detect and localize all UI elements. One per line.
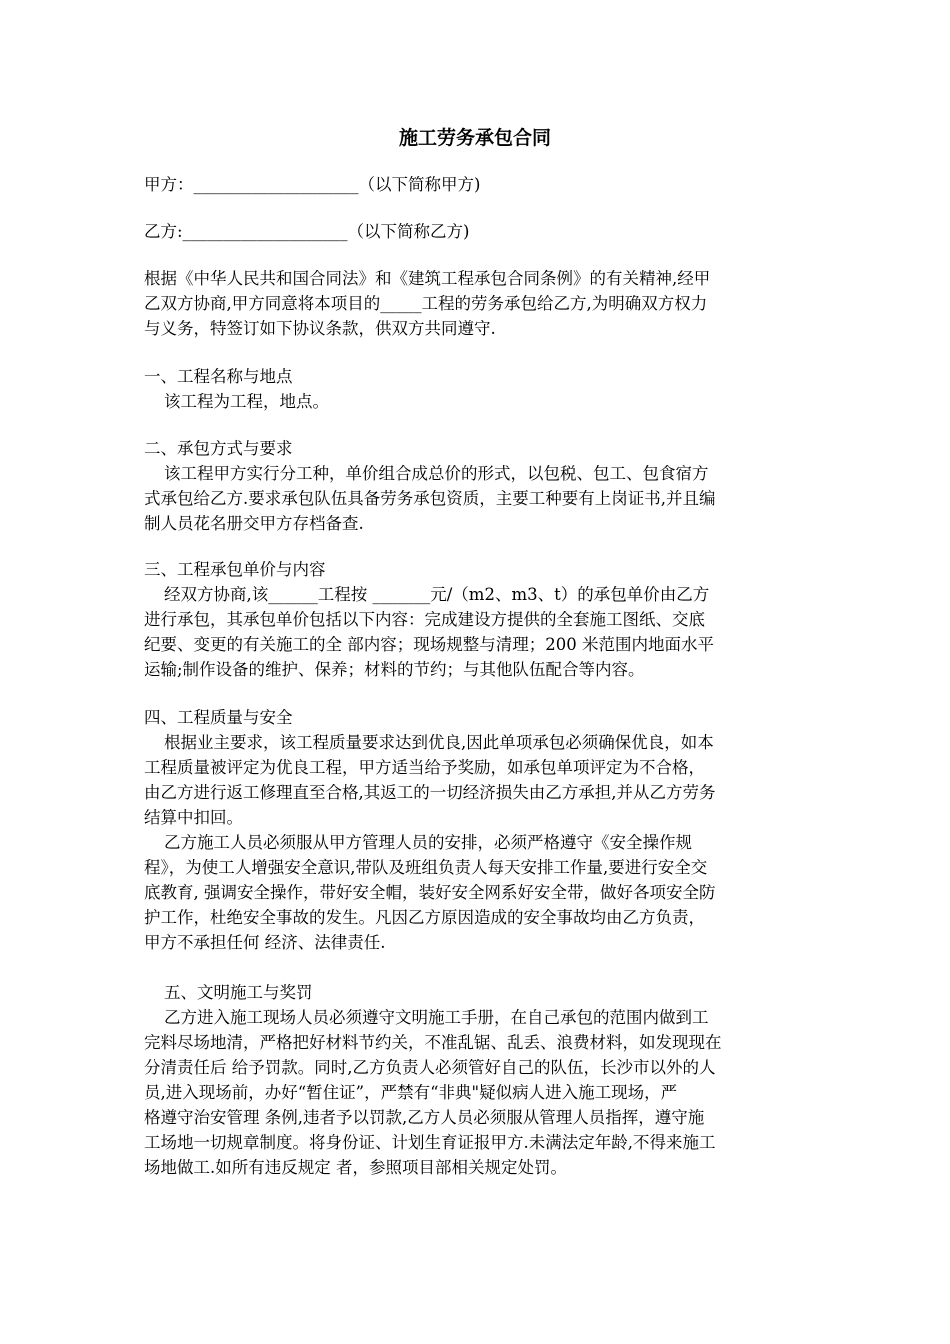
party-a-line: 甲方：____________________（以下简称甲方) [144,175,481,194]
preamble-line: 与义务，特签订如下协议条款，供双方共同遵守. [144,319,496,338]
section-line: 完料尽场地清，严格把好材料节约关，不准乱锯、乱丢、浪费材料，如发现现在 [144,1033,722,1052]
section-line: 制人员花名册交甲方存档备查. [144,514,364,533]
section-line: 经双方协商,该______工程按 _______元/（m2、m3、t）的承包单价由乙方 [164,585,710,604]
section-line: 该工程甲方实行分工种，单价组合成总价的形式，以包税、包工、包食宿方 [164,464,709,483]
section-heading: 二、承包方式与要求 [144,439,293,458]
section-line: 结算中扣回。 [144,808,243,827]
section-line: 护工作，杜绝安全事故的发生。凡因乙方原因造成的安全事故均由乙方负责， [144,908,705,927]
section-line: 乙方进入施工现场人员必须遵守文明施工手册，在自己承包的范围内做到工 [164,1008,709,1027]
preamble-line: 根据《中华人民共和国合同法》和《建筑工程承包合同条例》的有关精神,经甲 [144,269,711,288]
section-line: 工程质量被评定为优良工程，甲方适当给予奖励，如承包单项评定为不合格， [144,758,705,777]
section-line: 该工程为工程，地点。 [164,392,329,411]
section-line: 工场地一切规章制度。将身份证、计划生育证报甲方.未满法定年龄,不得来施工 [144,1133,716,1152]
party-b-line: 乙方:____________________（以下简称乙方) [144,222,470,241]
section-line: 式承包给乙方.要求承包队伍具备劳务承包资质，主要工种要有上岗证书,并且编 [144,489,716,508]
section-line: 乙方施工人员必须服从甲方管理人员的安排，必须严格遵守《安全操作规 [164,833,692,852]
document-title: 施工劳务承包合同 [398,127,551,149]
section-line: 场地做工.如所有违反规定 者，参照项目部相关规定处罚。 [144,1158,567,1177]
section-line: 分清责任后 给予罚款。同时,乙方负责人必须管好自己的队伍，长沙市以外的人 [144,1058,716,1077]
section-heading: 三、工程承包单价与内容 [144,560,326,579]
section-heading: 五、文明施工与奖罚 [164,983,313,1002]
section-heading: 一、工程名称与地点 [144,367,293,386]
section-line: 格遵守治安管理 条例,违者予以罚款,乙方人员必须服从管理人员指挥，遵守施 [144,1108,705,1127]
section-line: 员,进入现场前，办好“暂住证”，严禁有“非典"疑似病人进入施工现场，严 [144,1083,678,1102]
section-line: 由乙方进行返工修理直至合格,其返工的一切经济损失由乙方承担,并从乙方劳务 [144,783,716,802]
section-line: 根据业主要求，该工程质量要求达到优良,因此单项承包必须确保优良，如本 [164,733,714,752]
section-line: 底教育, 强调安全操作，带好安全帽，装好安全网系好安全带，做好各项安全防 [144,883,716,902]
section-line: 运输;制作设备的维护、保养；材料的节约；与其他队伍配合等内容。 [144,660,645,679]
section-line: 进行承包，其承包单价包括以下内容：完成建设方提供的全套施工图纸、交底 [144,610,705,629]
preamble-line: 乙双方协商,甲方同意将本项目的_____工程的劳务承包给乙方,为明确双方权力 [144,294,708,313]
section-heading: 四、工程质量与安全 [144,708,293,727]
section-line: 甲方不承担任何 经济、法律责任. [144,933,386,952]
section-line: 程》，为使工人增强安全意识,带队及班组负责人每天安排工作量,要进行安全交 [144,858,708,877]
section-line: 纪要、变更的有关施工的全 部内容；现场规整与清理；200 米范围内地面水平 [144,635,714,654]
